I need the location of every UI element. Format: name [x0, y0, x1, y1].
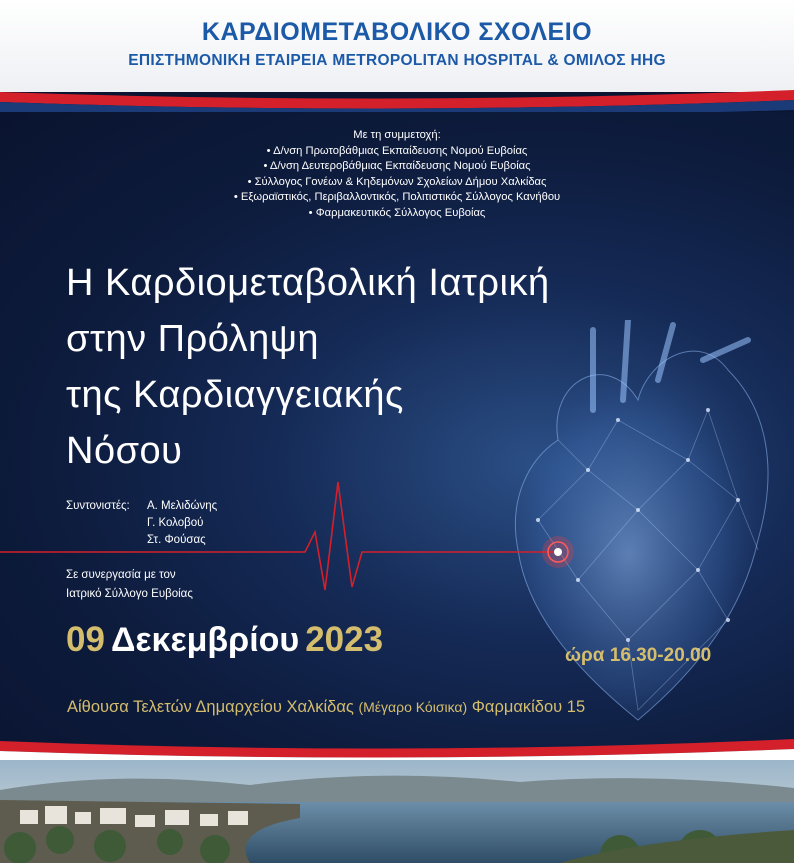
city-panorama-image: [0, 760, 794, 863]
event-date: [66, 620, 383, 660]
organization-name: ΚΑΡΔΙΟΜΕΤΑΒΟΛΙΚΟ ΣΧΟΛΕΙΟ: [201, 18, 593, 46]
event-time: ώρα 16.30-20.00: [565, 645, 712, 666]
event-title: [66, 255, 550, 479]
collaboration-line: Ιατρικό Σύλλογο Ευβοίας: [66, 588, 193, 600]
venue-address: Φαρμακίδου 15: [471, 698, 586, 716]
header: [0, 0, 794, 92]
event-day: 09: [66, 620, 105, 659]
coordinator-name: Στ. Φούσας: [147, 534, 206, 546]
participant-item: • Δ/νση Πρωτοβάθμιας Εκπαίδευσης Νομού Ευβοίας: [266, 144, 528, 157]
participant-item: • Εξωραϊστικός, Περιβαλλοντικός, Πολιτιστικός Σύλλογος Κανήθου: [233, 191, 561, 203]
title-line: στην Πρόληψη: [66, 318, 319, 360]
event-year: 2023: [305, 620, 384, 659]
participant-item: • Σύλλογος Γονέων & Κηδεμόνων Σχολείων Δήμου Χαλκίδας: [247, 175, 547, 188]
coordinators: [66, 498, 217, 549]
coordinator-name: Α. Μελιδώνης: [147, 500, 218, 512]
participant-item: • Δ/νση Δευτεροβάθμιας Εκπαίδευσης Νομού Ευβοίας: [263, 160, 531, 172]
organization-subtitle: ΕΠΙΣΤΗΜΟΝΙΚΗ ΕΤΑΙΡΕΙΑ METROPOLITAN HOSPITAL & ΟΜΙΛΟΣ HHG: [128, 52, 666, 69]
venue-name: Αίθουσα Τελετών Δημαρχείου Χαλκίδας: [67, 698, 354, 716]
poster-body: [0, 112, 794, 752]
participation-heading: Με τη συμμετοχή:: [353, 129, 441, 141]
coordinator-name: Γ. Κολοβού: [147, 517, 204, 529]
collaboration-note: [66, 566, 193, 604]
venue-building: (Μέγαρο Κόισικα): [358, 699, 468, 715]
event-month: Δεκεμβρίου: [110, 621, 300, 659]
participant-item: • Φαρμακευτικός Σύλλογος Ευβοίας: [308, 206, 486, 219]
title-line: της Καρδιαγγειακής: [66, 374, 404, 416]
coordinators-label: Συντονιστές:: [66, 500, 130, 512]
title-line: Η Καρδιομεταβολική Ιατρική: [66, 262, 550, 304]
event-venue: [67, 698, 585, 717]
participation-list: [0, 128, 794, 221]
collaboration-line: Σε συνεργασία με τον: [66, 569, 176, 581]
title-line: Νόσου: [66, 430, 183, 472]
